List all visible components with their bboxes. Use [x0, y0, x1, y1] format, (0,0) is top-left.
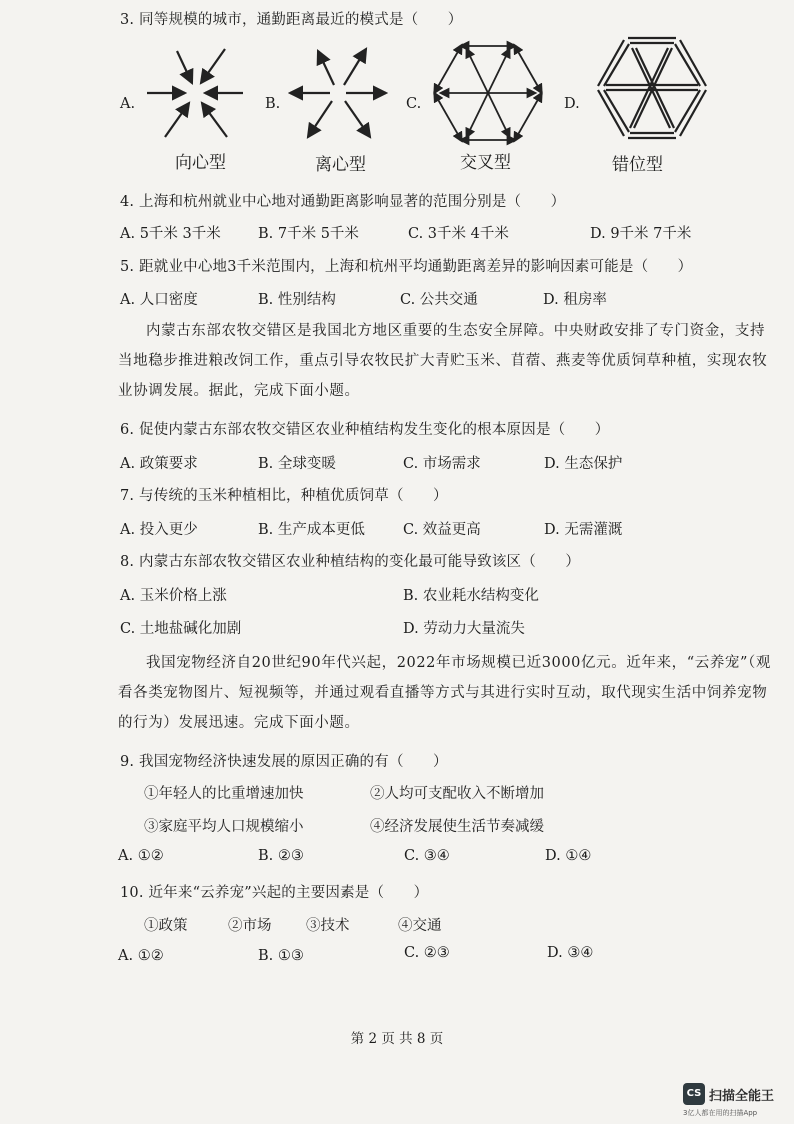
q6-option-b: B. 全球变暖 — [258, 456, 336, 472]
q9-option-a: A. ①② — [118, 848, 164, 864]
q3-caption-a: 向心型 — [175, 153, 226, 173]
q9-item-2: ②人均可支配收入不断增加 — [370, 786, 544, 802]
q3-caption-d: 错位型 — [612, 155, 663, 175]
q4-stem: 4. 上海和杭州就业中心地对通勤距离影响显著的范围分别是（ ） — [120, 194, 566, 210]
q9-item-4: ④经济发展使生活节奏减缓 — [370, 819, 544, 835]
q9-item-1: ①年轻人的比重增速加快 — [144, 786, 304, 802]
q9-option-d: D. ①④ — [545, 848, 592, 864]
q10-item-2: ②市场 — [228, 918, 272, 934]
q10-option-c: C. ②③ — [404, 945, 450, 961]
watermark-title: 扫描全能王 — [709, 1089, 775, 1104]
q7-option-d: D. 无需灌溉 — [544, 522, 623, 538]
q5-option-a: A. 人口密度 — [120, 292, 198, 308]
q10-item-1: ①政策 — [144, 918, 188, 934]
q10-item-3: ③技术 — [306, 918, 350, 934]
q9-option-b: B. ②③ — [258, 848, 304, 864]
q4-option-b: B. 7千米 5千米 — [258, 226, 359, 242]
q7-option-a: A. 投入更少 — [120, 522, 198, 538]
q7-stem: 7. 与传统的玉米种植相比，种植优质饲草（ ） — [120, 488, 448, 504]
q8-option-a: A. 玉米价格上涨 — [120, 588, 227, 604]
passage-inner-mongolia: 内蒙古东部农牧交错区是我国北方地区重要的生态安全屏障。中央财政安排了专门资金，支持当地稳步推进粮改饲工作，重点引导农牧民扩大青贮玉米、苜蓿、燕麦等优质饲草种植，实现农牧业协调发展。据此，完成下面小题。 — [118, 323, 768, 399]
q6-stem: 6. 促使内蒙古东部农牧交错区农业种植结构发生变化的根本原因是（ ） — [120, 422, 610, 438]
q9-item-3: ③家庭平均人口规模缩小 — [144, 819, 304, 835]
q5-option-d: D. 租房率 — [543, 292, 607, 308]
q4-option-a: A. 5千米 3千米 — [120, 226, 221, 242]
q9-option-c: C. ③④ — [404, 848, 450, 864]
q5-option-b: B. 性别结构 — [258, 292, 336, 308]
q3-caption-b: 离心型 — [315, 155, 366, 175]
q10-stem: 10. 近年来“云养宠”兴起的主要因素是（ ） — [120, 885, 429, 901]
centripetal-diagram — [145, 45, 245, 145]
q6-option-a: A. 政策要求 — [120, 456, 198, 472]
q7-option-c: C. 效益更高 — [403, 522, 481, 538]
q9-stem: 9. 我国宠物经济快速发展的原因正确的有（ ） — [120, 754, 448, 770]
centrifugal-diagram — [288, 45, 388, 145]
scanner-watermark — [683, 1083, 783, 1123]
q10-item-4: ④交通 — [398, 918, 442, 934]
passage-pet-economy: 我国宠物经济自20世纪90年代兴起，2022年市场规模已近3000亿元。近年来，“云养宠”（观看各类宠物图片、短视频等，并通过观看直播等方式与其进行实时互动，取代现实生活中饲养宠物的行为）发展迅速。完成下面小题。 — [118, 655, 771, 731]
q10-option-d: D. ③④ — [547, 945, 594, 961]
page-number: 第 2 页 共 8 页 — [350, 1031, 444, 1047]
q3-option-c-letter: C. — [406, 96, 422, 112]
camscanner-logo-icon: CS — [683, 1083, 705, 1105]
q3-option-d-letter: D. — [564, 96, 580, 112]
q3-option-a-letter: A. — [120, 96, 136, 112]
staggered-diagram — [592, 32, 712, 144]
q10-option-b: B. ①③ — [258, 948, 304, 964]
q3-option-b-letter: B. — [265, 96, 281, 112]
q7-option-b: B. 生产成本更低 — [258, 522, 365, 538]
q5-option-c: C. 公共交通 — [400, 292, 478, 308]
q6-option-c: C. 市场需求 — [403, 456, 481, 472]
q10-option-a: A. ①② — [118, 948, 164, 964]
q6-option-d: D. 生态保护 — [544, 456, 623, 472]
q4-option-c: C. 3千米 4千米 — [408, 226, 509, 242]
q8-stem: 8. 内蒙古东部农牧交错区农业种植结构的变化最可能导致该区（ ） — [120, 554, 581, 570]
q5-stem: 5. 距就业中心地3千米范围内，上海和杭州平均通勤距离差异的影响因素可能是（ ） — [120, 259, 693, 275]
q8-option-b: B. 农业耗水结构变化 — [403, 588, 539, 604]
q3-stem: 3. 同等规模的城市，通勤距离最近的模式是（ ） — [120, 12, 463, 28]
q8-option-c: C. 土地盐碱化加剧 — [120, 621, 242, 637]
q8-option-d: D. 劳动力大量流失 — [403, 621, 525, 637]
q3-caption-c: 交叉型 — [460, 153, 511, 173]
cross-diagram — [428, 38, 548, 148]
watermark-subtitle: 3亿人都在用的扫描App — [683, 1109, 758, 1117]
q4-option-d: D. 9千米 7千米 — [590, 226, 692, 242]
